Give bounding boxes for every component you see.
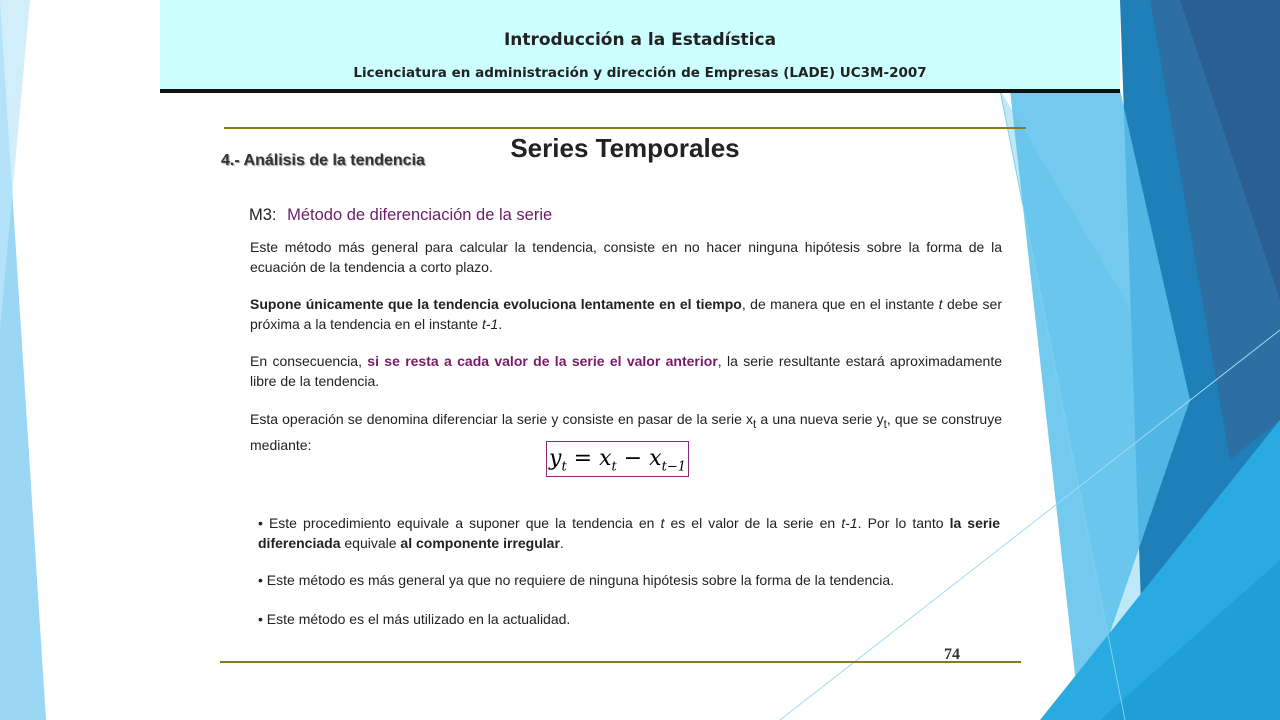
paragraph-1 — [250, 237, 1002, 277]
method-name: Método de diferenciación de la serie — [287, 206, 553, 224]
bullet-2 — [258, 570, 1000, 590]
bullet-3 — [258, 609, 1000, 629]
formula-eq: = — [566, 446, 600, 471]
bottom-rule — [220, 661, 1021, 663]
formula-x1: x — [599, 446, 612, 471]
bullet-2-text: • Este método es más general ya que no requiere de ninguna hipótesis sobre la forma de la tendencia. — [258, 572, 895, 588]
paragraph-3-start: En consecuencia, — [250, 353, 368, 369]
bullet-1 — [258, 513, 1000, 553]
paragraph-2-bold: Supone únicamente que la tendencia evoluciona lentamente en el tiempo — [250, 296, 742, 312]
paragraph-2 — [250, 294, 1002, 334]
paragraph-2-t: t — [938, 296, 943, 312]
bullet-1-a: • Este procedimiento equivale a suponer que la tendencia en — [258, 515, 661, 531]
formula-minus: − — [616, 446, 650, 471]
bullet-1-bold2: al componente irregular — [400, 535, 560, 551]
difference-formula — [546, 441, 689, 477]
formula-x2-sub: t−1 — [661, 459, 686, 475]
section-title: 4.- Análisis de la tendencia — [221, 152, 425, 169]
top-rule — [224, 127, 1026, 129]
slide-title: Series Temporales — [510, 133, 740, 163]
paragraph-4-mid: a una nueva serie y — [756, 411, 884, 427]
method-heading — [249, 206, 552, 225]
page-number: 74 — [944, 646, 960, 663]
bullet-1-b: es el valor de la serie en — [664, 515, 842, 531]
paragraph-4-sub1: t — [753, 417, 757, 431]
bullet-1-bold1: la serie diferenciada — [258, 515, 1001, 551]
formula-lhs-sub: t — [561, 459, 567, 475]
bullet-1-c: . Por lo tanto — [857, 515, 950, 531]
paragraph-3-end: , la serie resultante estará aproximadamente libre de la tendencia. — [250, 353, 1002, 389]
paragraph-3 — [250, 351, 1002, 391]
formula-x1-sub: t — [611, 459, 617, 475]
paragraph-4-start: Esta operación se denomina diferenciar la serie y consiste en pasar de la serie x — [250, 411, 754, 427]
paragraph-2-mid: , de manera que en el instante — [741, 296, 939, 312]
formula-lhs: y — [549, 446, 562, 471]
paragraph-4-end: , que se construye mediante: — [250, 411, 1002, 453]
paragraph-3-highlight: si se resta a cada valor de la serie el valor anterior — [367, 353, 718, 369]
bullet-1-d: equivale — [340, 535, 401, 551]
bullet-1-t: t — [660, 515, 665, 531]
degree-subtitle: Licenciatura en administración y dirección de Empresas (LADE) UC3M-2007 — [353, 65, 927, 81]
paragraph-4-sub2: t — [883, 417, 887, 431]
formula-x2: x — [649, 446, 662, 471]
paragraph-2-end: . — [498, 316, 503, 332]
paragraph-2-t1: t-1 — [481, 316, 499, 332]
bullet-1-e: . — [559, 535, 564, 551]
course-title: Introducción a la Estadística — [503, 30, 777, 50]
paragraph-2-rest: debe ser próxima a la tendencia en el instante — [250, 296, 1002, 332]
header-banner — [160, 0, 1120, 93]
bullet-3-text: • Este método es el más utilizado en la actualidad. — [258, 611, 571, 627]
method-code: M3: — [249, 206, 277, 224]
bullet-1-t1: t-1 — [841, 515, 858, 531]
paragraph-1-text: Este método más general para calcular la tendencia, consiste en no hacer ninguna hipótesis sobre la forma de la ecuación de la tendencia a corto plazo. — [250, 239, 1002, 275]
